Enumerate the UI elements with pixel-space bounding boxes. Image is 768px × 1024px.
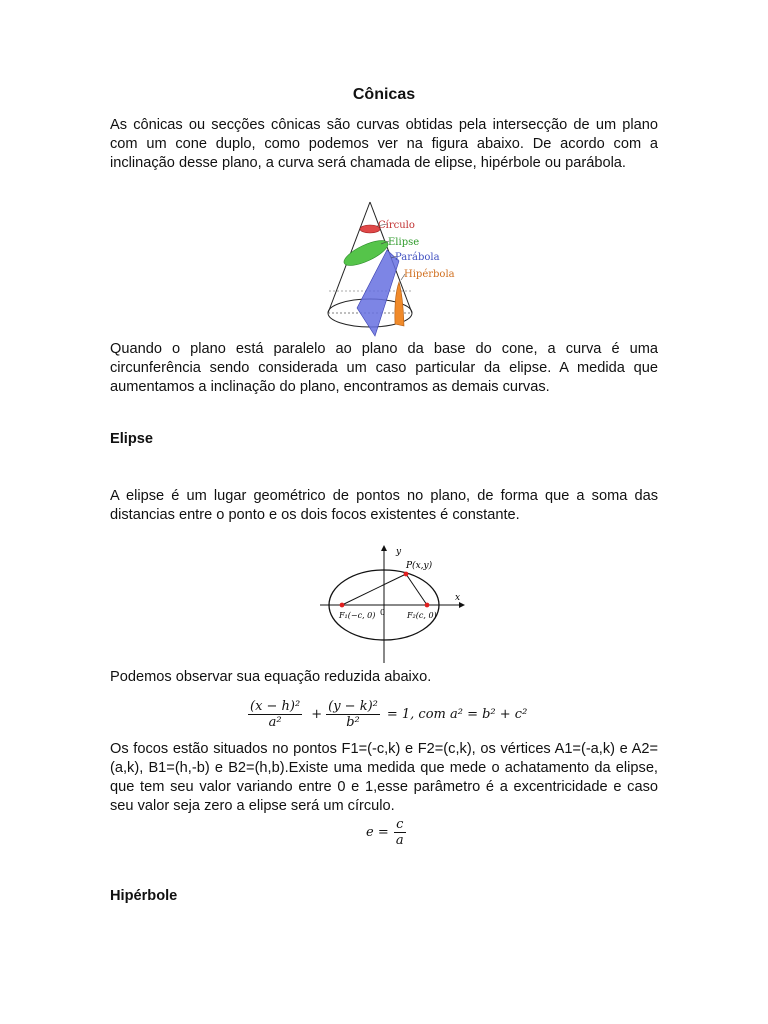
label-circulo: Círculo [378,220,415,231]
eccentricity-den: a [395,833,404,848]
focus-f2 [425,603,430,608]
origin-label: 0 [380,608,386,617]
heading-hiperbole: Hipérbole [110,888,178,904]
foci-paragraph: Os focos estão situados no pontos F1=(-c,k) e F2=(c,k), os vértices A1=(-a,k) e A2=(a,k), B1=(h,-b) e B2=(h,b).Existe uma medida que mede o achatamento da elipse, que tem seu valor variando entre 0 e 1,esse parâmetro é a excentricidade e caso seu valor seja zero a elipse será um círculo. [110,741,658,814]
eccentricity-num: c [396,817,404,832]
equation-num2: (y − k)² [328,698,378,714]
heading-elipse: Elipse [110,431,153,447]
intro-paragraph: As cônicas ou secções cônicas são curvas obtidas pela intersecção de um plano com um cone duplo, como podemos ver na figura abaixo. De acordo com a inclinação desse plano, a curva será chamada de elipse, hipérbole ou parábola. [110,117,658,171]
label-hiperbola: Hipérbola [404,269,455,280]
equation-rhs: = 1, com a² = b² + c² [386,706,528,722]
ellipse-definition: A elipse é um lugar geométrico de pontos no plano, de forma que a soma das distancias entre o ponto e os dois focos existentes é constante. [110,488,658,523]
x-axis-label: x [455,593,461,603]
f2-label: F₂(c, 0) [407,611,437,620]
equation-plus: + [311,706,323,722]
page-title: Cônicas [352,86,416,103]
cone-sections-figure [315,196,465,342]
point-p [404,572,409,577]
eccentricity-formula [366,817,406,848]
point-p-label: P(x,y) [406,561,433,571]
equation-num1: (x − h)² [250,698,301,714]
label-elipse: Elipse [388,237,420,248]
circle-section [360,225,380,233]
paragraph-parallel-plane: Quando o plano está paralelo ao plano da base do cone, a curva é uma circunferência sendo considerada um caso particular da elipse. A medida que aumentamos a inclinação do plano, encontramos as demais curvas. [110,341,658,395]
equation-intro: Podemos observar sua equação reduzida abaixo. [110,669,432,685]
y-axis-label: y [396,547,402,557]
equation-den2: b² [346,714,360,730]
focus-f1 [340,603,345,608]
ellipse-diagram [317,543,467,665]
equation-den1: a² [268,714,282,730]
f1-label: F₁(−c, 0) [339,611,376,620]
label-parabola: Parábola [395,252,440,263]
eccentricity-lhs: e = [366,825,389,840]
reduced-equation [248,694,527,734]
